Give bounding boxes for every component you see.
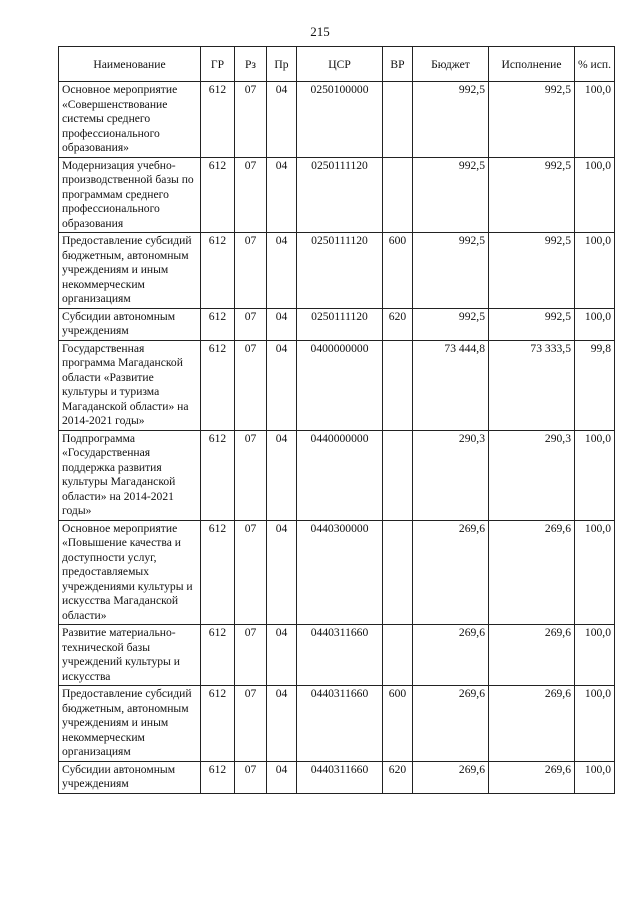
table-row xyxy=(59,686,615,762)
cell-execution: 73 333,5 xyxy=(489,340,575,430)
cell-rz: 07 xyxy=(235,761,267,793)
header-execution: Исполнение xyxy=(489,47,575,82)
cell-csr: 0440311660 xyxy=(297,625,383,686)
cell-budget: 269,6 xyxy=(413,761,489,793)
cell-csr: 0250100000 xyxy=(297,82,383,158)
cell-gr: 612 xyxy=(201,520,235,625)
cell-name: Предоставление субсидий бюджетным, автономным учреждениям и иным некоммерческим организациям xyxy=(59,686,201,762)
cell-csr: 0440300000 xyxy=(297,520,383,625)
cell-rz: 07 xyxy=(235,82,267,158)
cell-percent: 100,0 xyxy=(575,308,615,340)
cell-name: Государственная программа Магаданской области «Развитие культуры и туризма Магаданской области» на 2014-2021 годы» xyxy=(59,340,201,430)
header-gr: ГР xyxy=(201,47,235,82)
cell-rz: 07 xyxy=(235,430,267,520)
page-number: 215 xyxy=(310,24,330,39)
cell-vr xyxy=(383,340,413,430)
cell-execution: 992,5 xyxy=(489,308,575,340)
cell-pr: 04 xyxy=(267,625,297,686)
budget-table xyxy=(58,46,615,794)
cell-budget: 992,5 xyxy=(413,308,489,340)
cell-execution: 269,6 xyxy=(489,686,575,762)
cell-rz: 07 xyxy=(235,686,267,762)
cell-rz: 07 xyxy=(235,308,267,340)
cell-execution: 269,6 xyxy=(489,761,575,793)
cell-pr: 04 xyxy=(267,233,297,309)
cell-pr: 04 xyxy=(267,308,297,340)
cell-gr: 612 xyxy=(201,430,235,520)
table-row xyxy=(59,761,615,793)
cell-pr: 04 xyxy=(267,430,297,520)
cell-percent: 100,0 xyxy=(575,625,615,686)
cell-csr: 0440311660 xyxy=(297,761,383,793)
cell-vr: 620 xyxy=(383,308,413,340)
cell-budget: 269,6 xyxy=(413,686,489,762)
cell-percent: 99,8 xyxy=(575,340,615,430)
table-row xyxy=(59,157,615,233)
header-name: Наименование xyxy=(59,47,201,82)
cell-rz: 07 xyxy=(235,233,267,309)
cell-gr: 612 xyxy=(201,686,235,762)
cell-execution: 269,6 xyxy=(489,520,575,625)
cell-pr: 04 xyxy=(267,340,297,430)
cell-vr xyxy=(383,82,413,158)
cell-gr: 612 xyxy=(201,761,235,793)
cell-vr: 620 xyxy=(383,761,413,793)
cell-name: Развитие материально-технической базы учреждений культуры и искусства xyxy=(59,625,201,686)
cell-name: Субсидии автономным учреждениям xyxy=(59,761,201,793)
cell-csr: 0250111120 xyxy=(297,157,383,233)
cell-csr: 0440311660 xyxy=(297,686,383,762)
cell-budget: 290,3 xyxy=(413,430,489,520)
cell-rz: 07 xyxy=(235,157,267,233)
table-body xyxy=(59,82,615,794)
cell-name: Модернизация учебно-производственной базы по программам среднего профессионального образования xyxy=(59,157,201,233)
cell-pr: 04 xyxy=(267,761,297,793)
cell-csr: 0250111120 xyxy=(297,308,383,340)
cell-pr: 04 xyxy=(267,82,297,158)
header-vr: ВР xyxy=(383,47,413,82)
table-row xyxy=(59,430,615,520)
cell-pr: 04 xyxy=(267,520,297,625)
cell-vr: 600 xyxy=(383,686,413,762)
cell-execution: 269,6 xyxy=(489,625,575,686)
cell-gr: 612 xyxy=(201,308,235,340)
cell-csr: 0440000000 xyxy=(297,430,383,520)
cell-percent: 100,0 xyxy=(575,82,615,158)
cell-budget: 269,6 xyxy=(413,520,489,625)
cell-execution: 992,5 xyxy=(489,233,575,309)
cell-rz: 07 xyxy=(235,340,267,430)
cell-pr: 04 xyxy=(267,157,297,233)
cell-gr: 612 xyxy=(201,82,235,158)
cell-execution: 992,5 xyxy=(489,82,575,158)
cell-budget: 73 444,8 xyxy=(413,340,489,430)
cell-execution: 290,3 xyxy=(489,430,575,520)
cell-budget: 269,6 xyxy=(413,625,489,686)
header-percent: % исп. xyxy=(575,47,615,82)
table-header-row xyxy=(59,47,615,82)
cell-percent: 100,0 xyxy=(575,761,615,793)
cell-csr: 0250111120 xyxy=(297,233,383,309)
table-row xyxy=(59,82,615,158)
cell-vr xyxy=(383,157,413,233)
cell-gr: 612 xyxy=(201,233,235,309)
cell-vr xyxy=(383,520,413,625)
cell-budget: 992,5 xyxy=(413,157,489,233)
cell-vr: 600 xyxy=(383,233,413,309)
cell-pr: 04 xyxy=(267,686,297,762)
cell-name: Субсидии автономным учреждениям xyxy=(59,308,201,340)
cell-gr: 612 xyxy=(201,625,235,686)
table-row xyxy=(59,233,615,309)
table-row xyxy=(59,308,615,340)
cell-budget: 992,5 xyxy=(413,82,489,158)
header-pr: Пр xyxy=(267,47,297,82)
cell-percent: 100,0 xyxy=(575,686,615,762)
cell-gr: 612 xyxy=(201,157,235,233)
cell-rz: 07 xyxy=(235,520,267,625)
cell-csr: 0400000000 xyxy=(297,340,383,430)
cell-percent: 100,0 xyxy=(575,520,615,625)
cell-percent: 100,0 xyxy=(575,430,615,520)
cell-vr xyxy=(383,625,413,686)
cell-name: Подпрограмма «Государственная поддержка развития культуры Магаданской области» на 2014-2021 годы» xyxy=(59,430,201,520)
cell-execution: 992,5 xyxy=(489,157,575,233)
cell-percent: 100,0 xyxy=(575,233,615,309)
header-rz: Рз xyxy=(235,47,267,82)
cell-name: Основное мероприятие «Совершенствование системы среднего профессионального образования» xyxy=(59,82,201,158)
cell-rz: 07 xyxy=(235,625,267,686)
cell-gr: 612 xyxy=(201,340,235,430)
header-csr: ЦСР xyxy=(297,47,383,82)
cell-percent: 100,0 xyxy=(575,157,615,233)
cell-vr xyxy=(383,430,413,520)
cell-name: Предоставление субсидий бюджетным, автономным учреждениям и иным некоммерческим организациям xyxy=(59,233,201,309)
table-row xyxy=(59,340,615,430)
cell-name: Основное мероприятие «Повышение качества и доступности услуг, предоставляемых учреждениями культуры и искусства Магаданской области» xyxy=(59,520,201,625)
cell-budget: 992,5 xyxy=(413,233,489,309)
table-row xyxy=(59,625,615,686)
table-row xyxy=(59,520,615,625)
header-budget: Бюджет xyxy=(413,47,489,82)
